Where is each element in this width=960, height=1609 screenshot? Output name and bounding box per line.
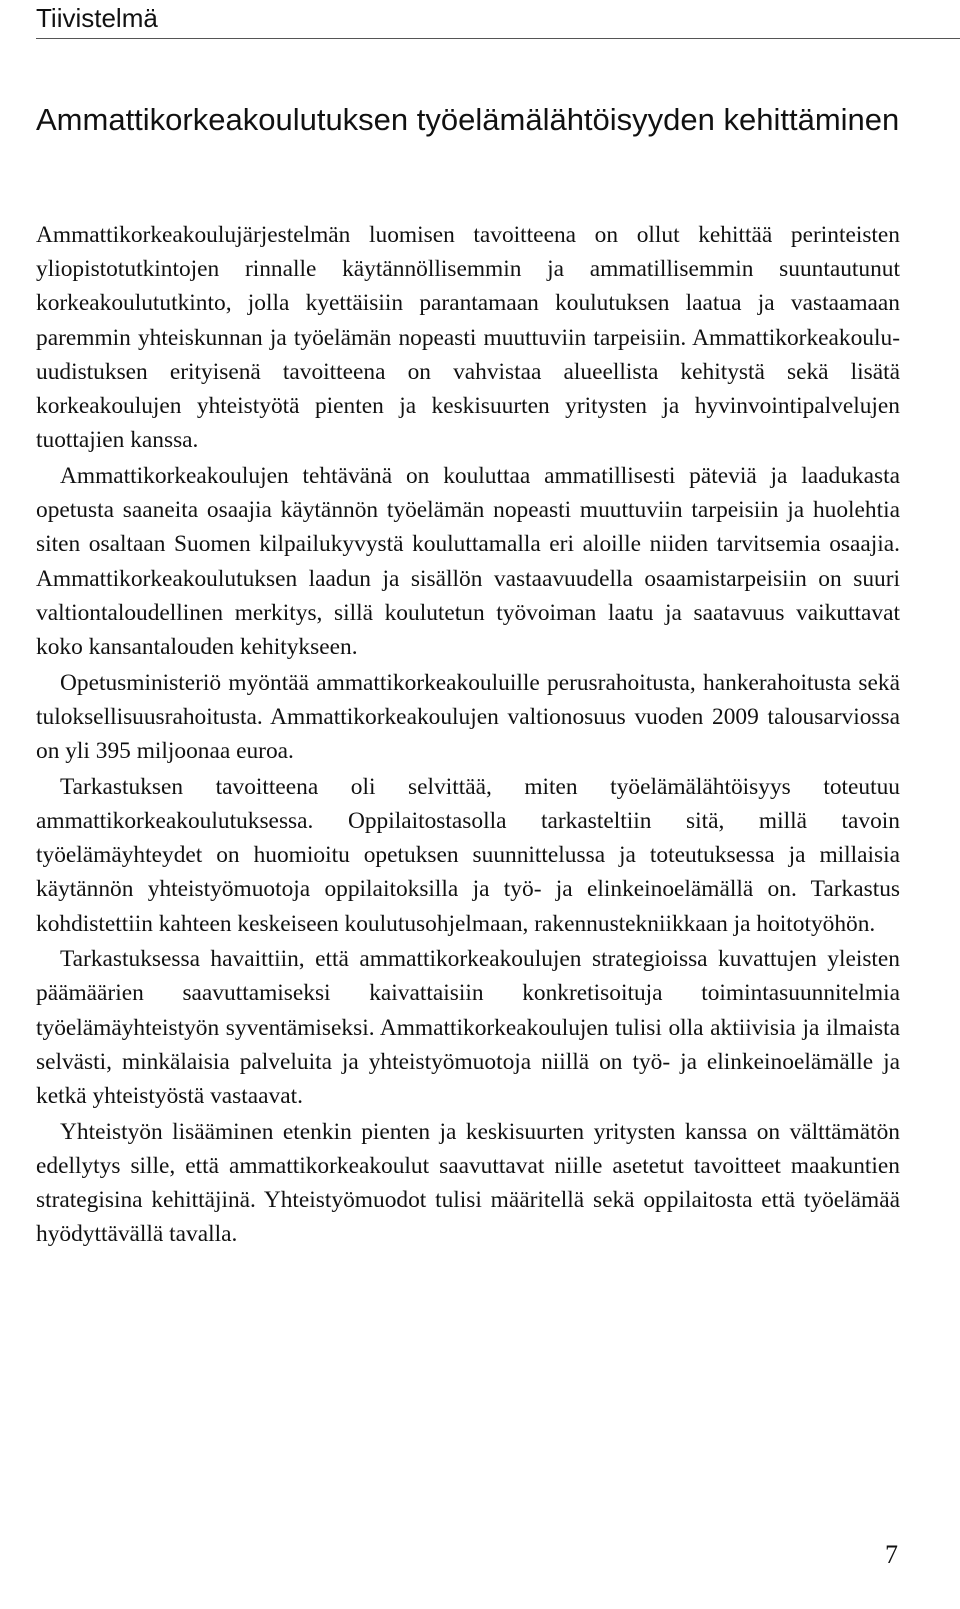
paragraph-6: Yhteistyön lisääminen etenkin pienten ja keskisuurten yritysten kanssa on välttämätön edellytys sille, että ammattikorkeakoulut saavuttavat niille asetetut tavoitteet maakuntien strategisina kehittäjinä. Yhteistyömuodot tulisi määritellä sekä oppilaitosta että työelämää hyödyttävällä tavalla. [36,1118,900,1248]
paragraph-3: Opetusministeriö myöntää ammattikorkeakouluille perusrahoitusta, hankerahoitusta sekä tuloksellisuusrahoitusta. Ammattikorkeakoulujen valtionosuus vuoden 2009 talousarviossa on yli 395 miljoonaa euroa. [36,669,900,765]
body-text [36,218,900,1253]
running-header [36,0,960,39]
paragraph-1: Ammattikorkeakoulujärjestelmän luomisen tavoitteena on ollut kehittää perinteisten yliopistotutkintojen rinnalle käytännöllisemmin ja ammatillisemmin suuntautunut korkeakoulututkinto, jolla kyettäisiin parantamaan koulutuksen laatua ja vastaamaan paremmin yhteiskunnan ja työelämän nopeasti muuttuviin tarpeisiin. Ammattikorkeakoulu-uudistuksen erityisenä tavoitteena on vahvistaa alueellista kehitystä sekä lisätä korkeakoulujen yhteistyötä pienten ja keskisuurten yritysten ja hyvinvointipalvelujen tuottajien kanssa. [36,222,900,454]
page-number: 7 [885,1540,898,1569]
paragraph-2: Ammattikorkeakoulujen tehtävänä on kouluttaa ammatillisesti päteviä ja laadukasta opetusta saaneita osaajia käytännön työelämän nopeasti muuttuviin tarpeisiin ja huolehtia siten osaltaan Suomen kilpailukyvystä kouluttamalla eri aloille niiden tarvitsemia osaajia. Ammattikorkeakoulutuksen laadun ja sisällön vastaavuudella osaamistarpeisiin on suuri valtiontaloudellinen merkitys, sillä koulutetun työvoiman laatu ja saatavuus vaikuttavat koko kansantalouden kehitykseen. [36,462,900,660]
paragraph-5: Tarkastuksessa havaittiin, että ammattikorkeakoulujen strategioissa kuvattujen yleisten päämäärien saavuttamiseksi kaivattaisiin konkretisoituja toimintasuunnitelmia työelämäyhteistyön syventämiseksi. Ammattikorkeakoulujen tulisi olla aktiivisia ja ilmaista selvästi, minkälaisia palveluita ja yhteistyömuotoja niillä on työ- ja elinkeinoelämälle ja ketkä yhteistyöstä vastaavat. [36,946,900,1110]
page-title: Ammattikorkeakoulutuksen työelämälähtöisyyden kehittäminen [36,102,900,137]
section-title: Tiivistelmä [36,3,158,33]
paragraph-4: Tarkastuksen tavoitteena oli selvittää, miten työelämälähtöisyys toteutuu ammattikorkeakoulutuksessa. Oppilaitostasolla tarkasteltiin sitä, millä tavoin työelämäyhteydet on huomioitu opetuksen suunnittelussa ja toteutuksessa ja millaisia käytännön yhteistyömuotoja oppilaitoksilla ja työ- ja elinkeinoelämällä on. Tarkastus kohdistettiin kahteen keskeiseen koulutusohjelmaan, rakennustekniikkaan ja hoitotyöhön. [36,773,900,937]
